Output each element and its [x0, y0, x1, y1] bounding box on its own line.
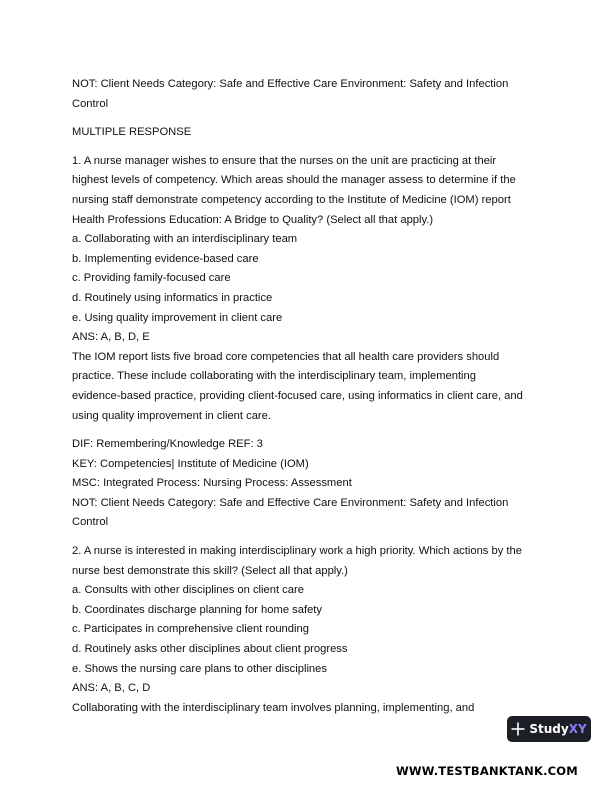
q2-stem-line: 2. A nurse is interested in making interdisciplinary work a high priority. Which actions by the: [72, 545, 522, 558]
q1-option-d: d. Routinely using informatics in practice: [72, 291, 273, 304]
q2-option-a: a. Consults with other disciplines on client care: [72, 584, 304, 597]
q1-key: KEY: Competencies| Institute of Medicine (IOM): [72, 457, 309, 470]
q1-msc: MSC: Integrated Process: Nursing Process: Assessment: [72, 477, 352, 490]
q1-dif: DIF: Remembering/Knowledge REF: 3: [72, 438, 263, 451]
q1-rationale-line: evidence-based practice, providing client-focused care, using informatics in client care, and: [72, 389, 523, 402]
q2-option-e: e. Shows the nursing care plans to other disciplines: [72, 662, 327, 675]
q1-answer: ANS: A, B, D, E: [72, 331, 150, 344]
section-heading: MULTIPLE RESPONSE: [72, 126, 192, 139]
studyxy-badge[interactable]: [507, 716, 591, 742]
q2-stem-line: nurse best demonstrate this skill? (Select all that apply.): [72, 564, 348, 577]
q1-option-b: b. Implementing evidence-based care: [72, 252, 259, 265]
q1-rationale-line: The IOM report lists five broad core competencies that all health care providers should: [72, 350, 500, 363]
q1-stem-line: Health Professions Education: A Bridge to Quality? (Select all that apply.): [72, 213, 434, 226]
q1-stem-line: 1. A nurse manager wishes to ensure that the nurses on the unit are practicing at their: [72, 154, 497, 167]
q2-answer: ANS: A, B, C, D: [72, 682, 151, 695]
q1-option-c: c. Providing family-focused care: [72, 272, 231, 285]
q1-rationale-line: using quality improvement in client care.: [72, 409, 271, 422]
badge-label: StudyXY: [529, 722, 587, 736]
footer-site-url[interactable]: WWW.TESTBANKTANK.COM: [396, 764, 578, 778]
q1-option-e: e. Using quality improvement in client care: [72, 311, 283, 324]
q1-stem-line: highest levels of competency. Which areas should the manager assess to determine if the: [72, 174, 516, 187]
q1-not-cont: Control: [72, 516, 109, 529]
q1-rationale-line: practice. These include collaborating with the interdisciplinary team, implementing: [72, 370, 476, 383]
q2-option-b: b. Coordinates discharge planning for home safety: [72, 603, 323, 616]
q2-rationale-line: Collaborating with the interdisciplinary team involves planning, implementing, and: [72, 701, 475, 714]
q2-option-d: d. Routinely asks other disciplines about client progress: [72, 643, 348, 656]
q2-option-c: c. Participates in comprehensive client rounding: [72, 623, 309, 636]
q1-stem-line: nursing staff demonstrate competency according to the Institute of Medicine (IOM) report: [72, 193, 511, 206]
q1-option-a: a. Collaborating with an interdisciplinary team: [72, 233, 298, 246]
q1-not: NOT: Client Needs Category: Safe and Effective Care Environment: Safety and Infection: [72, 496, 509, 509]
not-line-cont: Control: [72, 97, 109, 110]
document-body: [72, 75, 552, 718]
sparkle-icon: [511, 722, 525, 736]
not-line: NOT: Client Needs Category: Safe and Effective Care Environment: Safety and Infection: [72, 78, 509, 90]
